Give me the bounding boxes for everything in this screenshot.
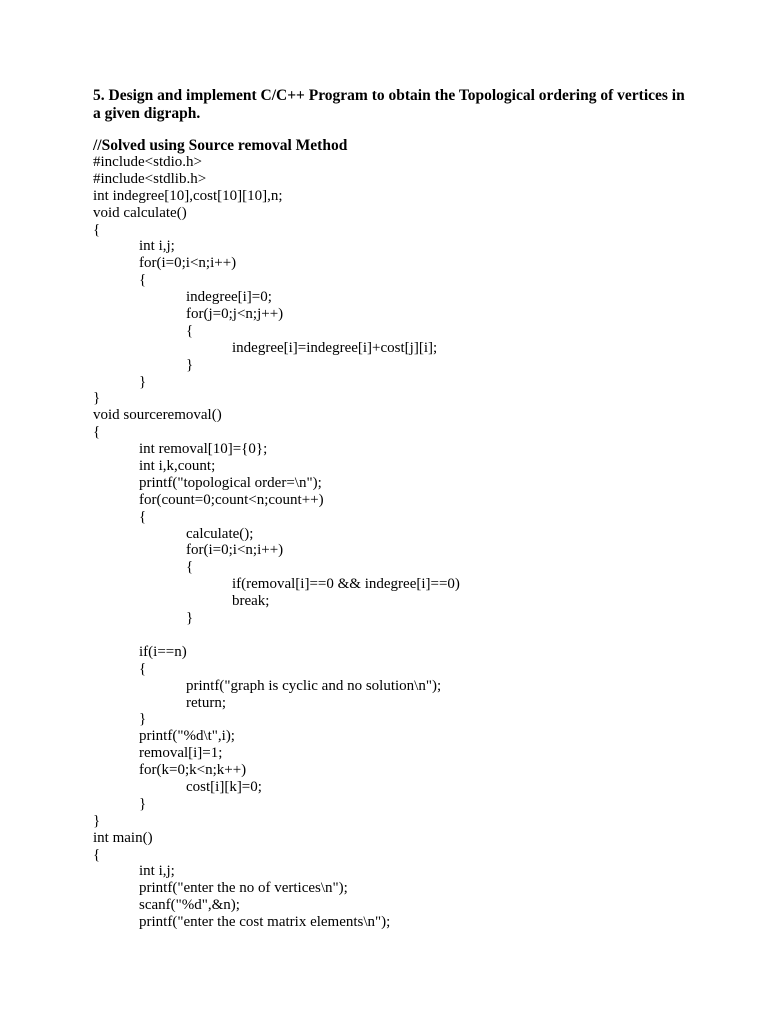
code-line: int i,k,count; (139, 458, 216, 475)
code-line: void sourceremoval() (93, 407, 222, 424)
code-line: int removal[10]={0}; (139, 441, 268, 458)
code-line: } (93, 812, 101, 829)
code-line: printf("topological order=\n"); (139, 474, 322, 491)
code-line: { (139, 508, 147, 525)
code-line: } (186, 610, 194, 627)
code-line (93, 627, 460, 644)
code-line: } (186, 356, 194, 373)
code-line: break; (232, 593, 270, 610)
code-line: int indegree[10],cost[10][10],n; (93, 187, 283, 204)
code-comment-heading: //Solved using Source removal Method (93, 137, 348, 154)
code-line: } (139, 373, 147, 390)
code-line: printf("graph is cyclic and no solution\n"); (186, 677, 442, 694)
code-line: printf("enter the cost matrix elements\n"); (139, 914, 391, 931)
code-line: calculate(); (186, 525, 254, 542)
code-line: return; (186, 694, 226, 711)
code-line: cost[i][k]=0; (186, 778, 262, 795)
code-line: { (186, 559, 194, 576)
code-line: } (93, 390, 101, 407)
code-listing (93, 154, 460, 931)
code-line: for(i=0;i<n;i++) (139, 255, 237, 272)
code-line: { (139, 660, 147, 677)
code-line: } (139, 795, 147, 812)
code-line: indegree[i]=0; (186, 289, 272, 306)
code-line: for(count=0;count<n;count++) (139, 491, 324, 508)
code-line: scanf("%d",&n); (139, 897, 240, 914)
code-line: if(i==n) (139, 643, 187, 660)
code-line: { (93, 846, 101, 863)
code-line: for(i=0;i<n;i++) (186, 542, 284, 559)
code-line: { (93, 424, 101, 441)
code-line: for(k=0;k<n;k++) (139, 762, 247, 779)
code-line: printf("enter the no of vertices\n"); (139, 880, 348, 897)
code-line: int main() (93, 829, 153, 846)
code-line: { (186, 322, 194, 339)
code-line: int i,j; (139, 238, 175, 255)
code-line: void calculate() (93, 204, 187, 221)
code-line: if(removal[i]==0 && indegree[i]==0) (232, 576, 460, 593)
code-line: #include<stdio.h> (93, 154, 202, 170)
code-line: { (93, 221, 101, 238)
code-line: int i,j; (139, 863, 175, 880)
code-line: printf("%d\t",i); (139, 728, 235, 745)
code-line: removal[i]=1; (139, 745, 223, 762)
code-line: } (139, 711, 147, 728)
code-line: for(j=0;j<n;j++) (186, 306, 284, 323)
code-line: { (139, 272, 147, 289)
code-line: indegree[i]=indegree[i]+cost[j][i]; (232, 339, 438, 356)
code-line: #include<stdlib.h> (93, 170, 207, 187)
document-title: 5. Design and implement C/C++ Program to obtain the Topological ordering of vertices in a given digraph. (93, 87, 685, 122)
